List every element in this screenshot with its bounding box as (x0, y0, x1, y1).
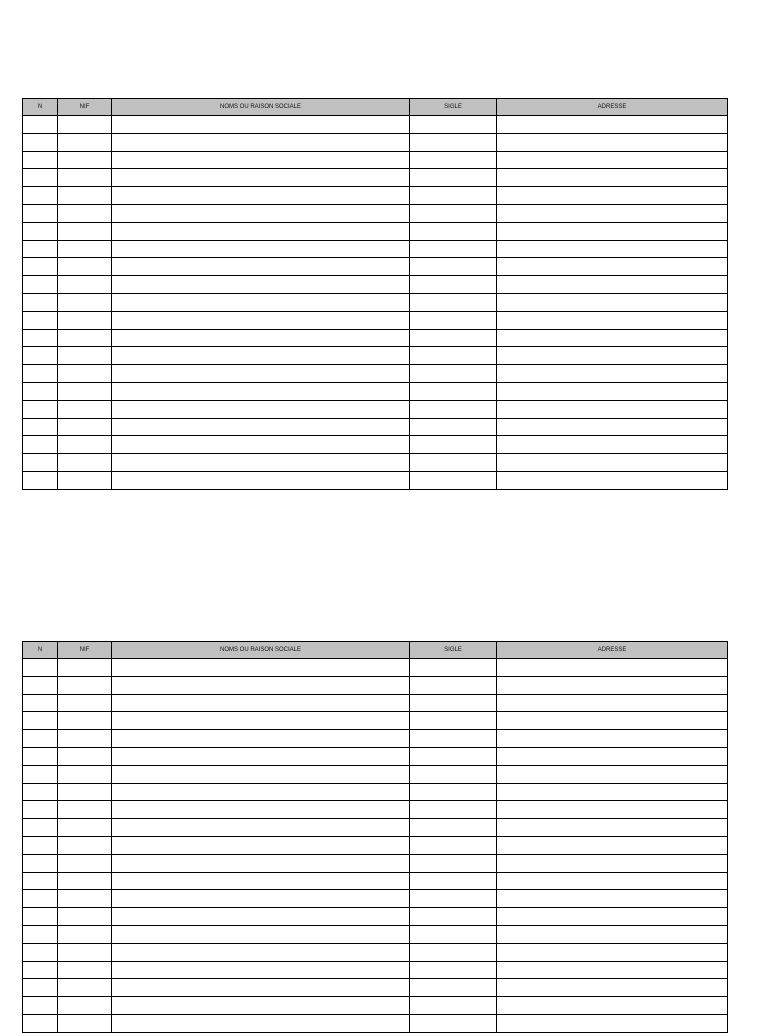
cell-adresse (497, 151, 728, 169)
cell-name (112, 222, 410, 240)
cell-nif (58, 311, 112, 329)
cell-n (23, 765, 58, 783)
cell-nif (58, 151, 112, 169)
cell-nif (58, 943, 112, 961)
table-row (23, 365, 728, 383)
header-row (23, 642, 728, 659)
cell-adresse (497, 961, 728, 979)
cell-adresse (497, 454, 728, 472)
table-row (23, 676, 728, 694)
cell-adresse (497, 471, 728, 489)
entity-register-table-1 (22, 98, 728, 490)
cell-nif (58, 436, 112, 454)
cell-sigle (410, 204, 497, 222)
cell-nif (58, 222, 112, 240)
column-header-sigle: SIGLE (410, 642, 497, 659)
table-row (23, 400, 728, 418)
cell-n (23, 454, 58, 472)
cell-adresse (497, 1014, 728, 1032)
table-row (23, 819, 728, 837)
cell-adresse (497, 659, 728, 677)
cell-nif (58, 1014, 112, 1032)
cell-adresse (497, 418, 728, 436)
cell-name (112, 730, 410, 748)
table-row (23, 169, 728, 187)
cell-sigle (410, 151, 497, 169)
cell-name (112, 436, 410, 454)
cell-adresse (497, 997, 728, 1015)
table-row (23, 471, 728, 489)
cell-n (23, 258, 58, 276)
cell-nif (58, 676, 112, 694)
cell-n (23, 151, 58, 169)
cell-adresse (497, 204, 728, 222)
cell-name (112, 116, 410, 134)
cell-sigle (410, 133, 497, 151)
table-row (23, 801, 728, 819)
table-row (23, 783, 728, 801)
cell-n (23, 471, 58, 489)
cell-sigle (410, 365, 497, 383)
table-row (23, 747, 728, 765)
table-row (23, 694, 728, 712)
cell-adresse (497, 382, 728, 400)
table-row (23, 240, 728, 258)
table-row (23, 204, 728, 222)
cell-adresse (497, 240, 728, 258)
cell-nif (58, 925, 112, 943)
cell-n (23, 836, 58, 854)
cell-sigle (410, 694, 497, 712)
cell-adresse (497, 676, 728, 694)
cell-name (112, 783, 410, 801)
table-header (23, 99, 728, 116)
column-header-adresse: ADRESSE (497, 99, 728, 116)
table-row (23, 961, 728, 979)
cell-name (112, 187, 410, 205)
cell-nif (58, 836, 112, 854)
cell-adresse (497, 747, 728, 765)
cell-nif (58, 979, 112, 997)
cell-nif (58, 819, 112, 837)
cell-name (112, 400, 410, 418)
cell-name (112, 801, 410, 819)
cell-nif (58, 187, 112, 205)
cell-name (112, 329, 410, 347)
entity-register-table-2 (22, 641, 728, 1033)
cell-adresse (497, 801, 728, 819)
cell-nif (58, 116, 112, 134)
table-row (23, 730, 728, 748)
cell-n (23, 382, 58, 400)
cell-n (23, 997, 58, 1015)
table-row (23, 765, 728, 783)
cell-n (23, 872, 58, 890)
table-row (23, 712, 728, 730)
cell-name (112, 747, 410, 765)
cell-n (23, 890, 58, 908)
cell-sigle (410, 925, 497, 943)
table-row (23, 659, 728, 677)
cell-name (112, 311, 410, 329)
cell-name (112, 365, 410, 383)
table-row (23, 908, 728, 926)
table-row (23, 890, 728, 908)
cell-adresse (497, 783, 728, 801)
cell-n (23, 116, 58, 134)
cell-n (23, 694, 58, 712)
header-row (23, 99, 728, 116)
cell-sigle (410, 819, 497, 837)
cell-nif (58, 293, 112, 311)
column-header-n: N (23, 99, 58, 116)
cell-adresse (497, 712, 728, 730)
cell-sigle (410, 454, 497, 472)
cell-adresse (497, 908, 728, 926)
cell-adresse (497, 890, 728, 908)
cell-sigle (410, 436, 497, 454)
cell-sigle (410, 908, 497, 926)
table-row (23, 133, 728, 151)
table-row (23, 311, 728, 329)
table-row (23, 187, 728, 205)
table-row (23, 347, 728, 365)
table-header (23, 642, 728, 659)
table-row (23, 454, 728, 472)
table-row (23, 329, 728, 347)
cell-nif (58, 997, 112, 1015)
table-row (23, 836, 728, 854)
cell-nif (58, 712, 112, 730)
cell-nif (58, 347, 112, 365)
table-row (23, 997, 728, 1015)
cell-sigle (410, 943, 497, 961)
cell-nif (58, 908, 112, 926)
cell-sigle (410, 836, 497, 854)
cell-n (23, 908, 58, 926)
cell-n (23, 311, 58, 329)
column-header-nif: NIF (58, 642, 112, 659)
column-header-nif: NIF (58, 99, 112, 116)
cell-sigle (410, 783, 497, 801)
cell-adresse (497, 836, 728, 854)
cell-name (112, 659, 410, 677)
cell-n (23, 187, 58, 205)
cell-name (112, 979, 410, 997)
cell-sigle (410, 979, 497, 997)
cell-adresse (497, 258, 728, 276)
cell-sigle (410, 169, 497, 187)
cell-name (112, 204, 410, 222)
cell-adresse (497, 133, 728, 151)
table-row (23, 872, 728, 890)
cell-adresse (497, 311, 728, 329)
cell-name (112, 890, 410, 908)
cell-sigle (410, 890, 497, 908)
cell-n (23, 819, 58, 837)
cell-n (23, 240, 58, 258)
cell-n (23, 204, 58, 222)
cell-n (23, 783, 58, 801)
cell-adresse (497, 819, 728, 837)
cell-adresse (497, 765, 728, 783)
column-header-name: NOMS OU RAISON SOCIALE (112, 99, 410, 116)
cell-sigle (410, 293, 497, 311)
cell-nif (58, 454, 112, 472)
cell-name (112, 676, 410, 694)
cell-adresse (497, 347, 728, 365)
cell-n (23, 659, 58, 677)
cell-nif (58, 240, 112, 258)
cell-sigle (410, 347, 497, 365)
cell-nif (58, 783, 112, 801)
cell-name (112, 819, 410, 837)
cell-nif (58, 329, 112, 347)
table-row (23, 382, 728, 400)
cell-nif (58, 365, 112, 383)
table-row (23, 979, 728, 997)
table-row (23, 1014, 728, 1032)
cell-sigle (410, 382, 497, 400)
cell-nif (58, 133, 112, 151)
cell-n (23, 276, 58, 294)
cell-name (112, 997, 410, 1015)
cell-n (23, 925, 58, 943)
cell-n (23, 436, 58, 454)
cell-adresse (497, 222, 728, 240)
cell-sigle (410, 258, 497, 276)
cell-adresse (497, 329, 728, 347)
cell-name (112, 908, 410, 926)
cell-name (112, 151, 410, 169)
cell-n (23, 222, 58, 240)
cell-nif (58, 659, 112, 677)
table-body (23, 659, 728, 1033)
cell-sigle (410, 659, 497, 677)
cell-n (23, 961, 58, 979)
cell-n (23, 400, 58, 418)
cell-adresse (497, 872, 728, 890)
table-row (23, 222, 728, 240)
table-row (23, 258, 728, 276)
cell-sigle (410, 400, 497, 418)
cell-n (23, 676, 58, 694)
cell-n (23, 169, 58, 187)
cell-name (112, 454, 410, 472)
cell-name (112, 169, 410, 187)
cell-adresse (497, 943, 728, 961)
cell-name (112, 347, 410, 365)
column-header-adresse: ADRESSE (497, 642, 728, 659)
cell-sigle (410, 222, 497, 240)
cell-sigle (410, 116, 497, 134)
cell-sigle (410, 801, 497, 819)
cell-name (112, 293, 410, 311)
cell-nif (58, 694, 112, 712)
cell-sigle (410, 765, 497, 783)
cell-sigle (410, 997, 497, 1015)
cell-nif (58, 801, 112, 819)
cell-n (23, 418, 58, 436)
cell-adresse (497, 169, 728, 187)
cell-nif (58, 382, 112, 400)
cell-name (112, 961, 410, 979)
cell-nif (58, 418, 112, 436)
cell-name (112, 765, 410, 783)
table-row (23, 418, 728, 436)
cell-sigle (410, 240, 497, 258)
cell-n (23, 347, 58, 365)
cell-n (23, 293, 58, 311)
cell-name (112, 943, 410, 961)
cell-name (112, 925, 410, 943)
table-row (23, 925, 728, 943)
cell-nif (58, 765, 112, 783)
cell-nif (58, 961, 112, 979)
cell-adresse (497, 854, 728, 872)
table-row (23, 276, 728, 294)
cell-sigle (410, 187, 497, 205)
column-header-n: N (23, 642, 58, 659)
table-row (23, 151, 728, 169)
cell-nif (58, 747, 112, 765)
cell-n (23, 133, 58, 151)
cell-name (112, 133, 410, 151)
cell-name (112, 694, 410, 712)
cell-sigle (410, 1014, 497, 1032)
cell-nif (58, 890, 112, 908)
cell-name (112, 276, 410, 294)
cell-name (112, 854, 410, 872)
cell-adresse (497, 979, 728, 997)
cell-adresse (497, 694, 728, 712)
cell-adresse (497, 365, 728, 383)
cell-name (112, 258, 410, 276)
cell-nif (58, 258, 112, 276)
cell-nif (58, 872, 112, 890)
cell-adresse (497, 730, 728, 748)
cell-n (23, 854, 58, 872)
cell-name (112, 872, 410, 890)
cell-name (112, 1014, 410, 1032)
cell-sigle (410, 676, 497, 694)
cell-n (23, 747, 58, 765)
cell-n (23, 801, 58, 819)
cell-sigle (410, 712, 497, 730)
table-row (23, 436, 728, 454)
cell-nif (58, 169, 112, 187)
table-row (23, 943, 728, 961)
cell-name (112, 240, 410, 258)
cell-sigle (410, 872, 497, 890)
cell-n (23, 329, 58, 347)
cell-name (112, 836, 410, 854)
cell-n (23, 1014, 58, 1032)
cell-sigle (410, 329, 497, 347)
cell-nif (58, 854, 112, 872)
cell-adresse (497, 293, 728, 311)
cell-name (112, 712, 410, 730)
cell-n (23, 943, 58, 961)
cell-n (23, 712, 58, 730)
cell-name (112, 418, 410, 436)
cell-sigle (410, 311, 497, 329)
cell-sigle (410, 418, 497, 436)
cell-sigle (410, 471, 497, 489)
cell-sigle (410, 276, 497, 294)
table-row (23, 293, 728, 311)
cell-sigle (410, 730, 497, 748)
cell-adresse (497, 116, 728, 134)
cell-nif (58, 730, 112, 748)
table-row (23, 116, 728, 134)
cell-name (112, 471, 410, 489)
cell-nif (58, 276, 112, 294)
cell-n (23, 979, 58, 997)
cell-adresse (497, 187, 728, 205)
cell-sigle (410, 854, 497, 872)
cell-nif (58, 204, 112, 222)
cell-nif (58, 471, 112, 489)
cell-nif (58, 400, 112, 418)
table-row (23, 854, 728, 872)
cell-name (112, 382, 410, 400)
column-header-sigle: SIGLE (410, 99, 497, 116)
table-body (23, 116, 728, 490)
cell-sigle (410, 747, 497, 765)
cell-n (23, 730, 58, 748)
cell-sigle (410, 961, 497, 979)
cell-adresse (497, 436, 728, 454)
cell-adresse (497, 400, 728, 418)
cell-n (23, 365, 58, 383)
column-header-name: NOMS OU RAISON SOCIALE (112, 642, 410, 659)
cell-adresse (497, 276, 728, 294)
cell-adresse (497, 925, 728, 943)
